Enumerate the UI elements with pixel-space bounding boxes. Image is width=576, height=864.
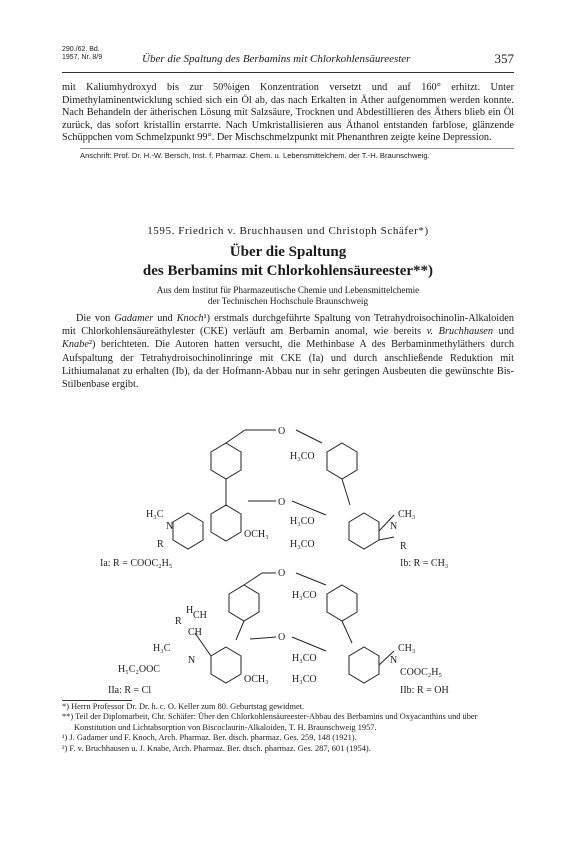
footnotes [62,702,514,754]
benzene-ring [349,647,379,683]
footnote [62,702,514,712]
article-title-line1: Über die Spaltung [229,244,347,260]
footnote-rule [62,700,132,701]
nitrogen-label: N [188,655,196,666]
running-header [62,46,514,73]
running-title: Über die Spaltung des Berbamins mit Chlorkohlensäureester [142,53,411,65]
ch-label: CH [193,610,207,621]
bond [379,537,394,540]
nitrogen-label: N [166,521,174,532]
benzene-ring [211,647,241,683]
oxygen-label: O [278,497,286,508]
footnote-text: F. v. Bruchhausen u. J. Knabe, Arch. Pharmaz. Ber. dtsch. pharmaz. Ges. 287, 601 (1954). [69,743,371,753]
bond [292,501,326,515]
bond [342,479,350,505]
intro-text: und [153,313,177,324]
footnote-mark: *) [62,702,69,711]
footnote-text: Teil der Diplomarbeit, Chr. Schäfer: Über den Chlorkohlensäureester-Abbau des Berbamins und Oxyacanthins und über Konstitution und Lichtabsorption von Biscoclaurin-Alkaloiden, T. H. Braunschweig 1957. [74,712,478,732]
ch-label: CH [188,627,202,638]
author-ref: v. Bruchhausen [426,326,493,338]
bond [292,637,326,651]
structure-i [173,430,394,549]
methyl-label: H₃C [153,643,171,654]
author-ref: Knabe [62,339,89,351]
caption-iia: IIa: R = Cl [108,685,152,695]
bond [296,430,322,443]
methoxy-label: H₃CO [290,516,315,527]
footnote-text: J. Gadamer und F. Knoch, Arch. Pharmaz. Ber. dtsch. pharmaz. Ges. 259, 148 (1921). [69,733,357,743]
page-number: 357 [494,51,514,66]
issue-line: 1957, Nr. 8/9 [62,54,103,61]
caption-ib: Ib: R = CH₃ [400,558,449,569]
oxygen-label: O [278,568,286,579]
intro-text: und [493,326,514,338]
bond [244,573,262,585]
nitrogen-label: N [390,655,398,666]
bond [226,430,245,443]
r-group-label: R [157,539,164,550]
nitrogen-label: N [390,521,398,532]
caption-ia: Ia: R = COOC₂H₅ [100,558,173,569]
isoquinoline-ring [349,513,379,549]
volume-info [62,46,102,62]
intro-paragraph [62,312,514,391]
bond [296,573,326,585]
methoxy-label: H₃CO [290,451,315,462]
institute-line2: der Technischen Hochschule Braunschweig [207,296,369,306]
benzene-ring [327,443,357,479]
author-address: Anschrift: Prof. Dr. H.-W. Bersch, Inst. f. Pharmaz. Chem. u. Lebensmittelchem. der T.-H. Braunschweig. [80,148,514,160]
structure-ii-labels [108,568,449,695]
isoquinoline-ring [173,513,203,549]
methoxy-label: H₃CO [292,674,317,685]
ester-label: H₅C₂OOC [118,664,160,675]
footnote [62,733,514,743]
oxygen-label: O [278,426,286,437]
intro-text: ²) berichteten. Die Autoren hatten versucht, die Methinbase A des Berbaminmethyläthers durch Aufspaltung der Tetrahydroisochinolinringe mit CKE (Ia) und durch anschließende Reduktion mit Lithiumalanat zu erhalten (Ib), da der Hofmann-Abbau nur in sehr geringen Ausbeuten die gewünschte Bis-Stilbenbase ergibt. [62,339,514,391]
benzene-ring [211,505,241,541]
methoxy-label: OCH₃ [244,674,269,685]
benzene-ring [229,585,259,621]
footnote-mark: **) [62,712,74,722]
footnote-mark: ²) [62,743,68,753]
author-ref: Gadamer [114,313,154,324]
methyl-label: H₃C [146,509,164,520]
hydrogen-label: H [186,605,194,616]
oxygen-label: O [278,632,286,643]
ester-label: COOC₂H₅ [400,667,442,678]
methyl-label: CH₃ [398,509,416,520]
structure-formulas [100,425,490,695]
bond [236,621,244,640]
caption-iib: IIb: R = OH [400,685,449,695]
article-authors: 1595. Friedrich v. Bruchhausen und Christoph Schäfer*) [147,225,429,237]
institute-line1: Aus dem Institut für Pharmazeutische Chemie und Lebensmittelchemie [156,285,420,295]
methyl-label: CH₃ [398,643,416,654]
footnote-mark: ¹) [62,733,68,743]
footnote [62,712,514,733]
intro-text: Die von [76,313,115,324]
bond [342,621,352,643]
methoxy-label: H₃CO [292,653,317,664]
structure-i-labels [100,426,448,569]
bond [250,637,276,639]
r-group-label: R [400,541,407,552]
footnote [62,744,514,754]
benzene-ring [327,585,357,621]
methoxy-label: OCH₃ [244,529,269,540]
author-ref: Knoch [176,313,204,324]
r-group-label: R [175,616,182,627]
article-title-line2: des Berbamins mit Chlorkohlensäureester**) [142,263,434,279]
intro-text: ¹) erstmals durchgeführte Spaltung von Tetrahydroisochinolin-Alkaloiden mit Chlorkohlensäureäthylester (CKE) verläuft am Berbamin anomal, wie bereits [62,313,515,338]
methoxy-label: H₃CO [292,590,317,601]
methoxy-label: H₃CO [290,539,315,550]
footnote-text: Herrn Professor Dr. Dr. h. c. O. Keller zum 80. Geburtstag gewidmet. [71,702,305,711]
benzene-ring [211,443,241,479]
continuation-paragraph: mit Kaliumhydroxyd bis zur 50%igen Konzentration versetzt und auf 160° erhitzt. Unter Dimethylaminentwicklung schied sich ein Öl ab, das nach Erkalten in Äther aufgenommen werden konnte. Nach Behandeln der ätherischen Lösung mit Salzsäure, Trocknen und Abdestillieren des Äthers blieb ein Öl zurück, das sofort kristallin erstarrte. Nach Umkristallisieren aus Äthanol entstanden farblose, glänzende Schüppchen vom Schmelzpunkt 99°. Der Mischschmelzpunkt mit Phenanthren zeigte keine Depression. [62,82,514,143]
volume-line: 290./62. Bd. [62,46,100,53]
